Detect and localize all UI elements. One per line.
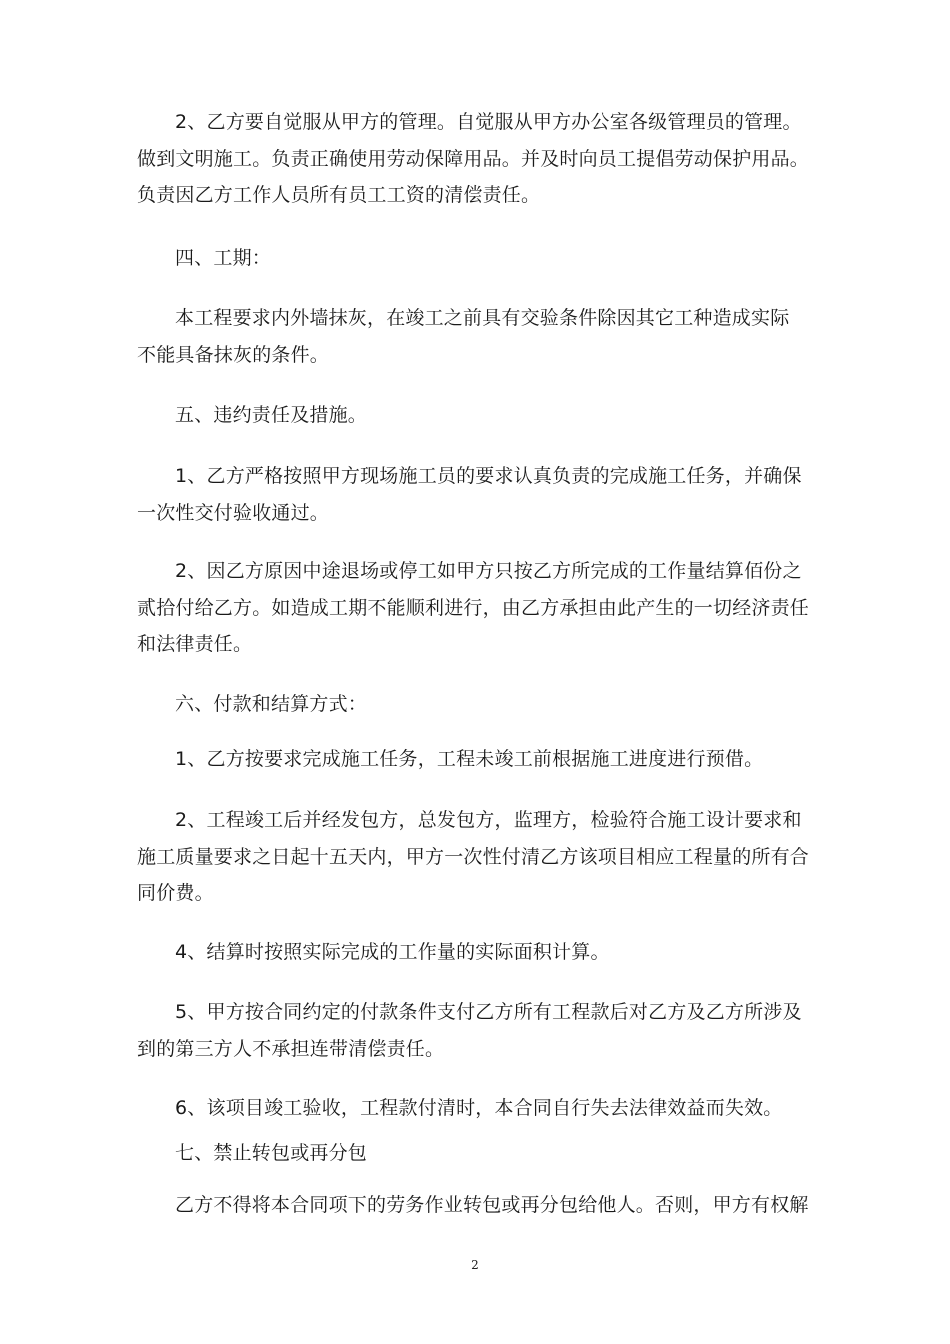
text-line: 乙方不得将本合同项下的劳务作业转包或再分包给他人。否则，甲方有权解 xyxy=(175,1194,809,1216)
text-line: 七、禁止转包或再分包 xyxy=(175,1142,368,1164)
paragraph-no-subcontract-body xyxy=(137,1187,827,1224)
text-line: 1、乙方严格按照甲方现场施工员的要求认真负责的完成施工任务，并确保 xyxy=(175,465,802,487)
text-line: 施工质量要求之日起十五天内，甲方一次性付清乙方该项目相应工程量的所有合 xyxy=(137,845,810,868)
text-line: 2、乙方要自觉服从甲方的管理。自觉服从甲方办公室各级管理员的管理。 xyxy=(175,111,802,133)
paragraph-payment-5 xyxy=(137,994,827,1067)
text-line: 负责因乙方工作人员所有员工工资的清偿责任。 xyxy=(137,184,541,206)
paragraph-2-obey-management xyxy=(137,104,827,214)
text-line: 五、违约责任及措施。 xyxy=(175,404,368,426)
text-line: 四、工期： xyxy=(175,247,272,269)
paragraph-payment-6 xyxy=(137,1090,827,1127)
text-line: 4、结算时按照实际完成的工作量的实际面积计算。 xyxy=(175,941,610,963)
text-line: 六、付款和结算方式： xyxy=(175,693,368,715)
text-line: 6、该项目竣工验收，工程款付清时，本合同自行失去法律效益而失效。 xyxy=(175,1097,783,1119)
text-line: 做到文明施工。负责正确使用劳动保障用品。并及时向员工提倡劳动保护用品。 xyxy=(137,147,810,170)
section-heading-6-payment xyxy=(137,686,827,723)
section-heading-4-duration xyxy=(137,240,827,277)
paragraph-duration-body xyxy=(137,300,827,373)
text-line: 到的第三方人不承担连带清偿责任。 xyxy=(137,1037,445,1060)
text-line: 一次性交付验收通过。 xyxy=(137,501,330,524)
text-line: 贰拾付给乙方。如造成工期不能顺利进行，由乙方承担由此产生的一切经济责任 xyxy=(137,596,810,619)
text-line: 同价费。 xyxy=(137,882,214,904)
section-heading-7-no-subcontract xyxy=(137,1135,827,1172)
text-line: 不能具备抹灰的条件。 xyxy=(137,343,330,366)
page-number: 2 xyxy=(471,1258,479,1272)
section-heading-5-breach xyxy=(137,397,827,434)
paragraph-payment-4 xyxy=(137,934,827,971)
text-line: 本工程要求内外墙抹灰，在竣工之前具有交验条件除因其它工种造成实际 xyxy=(175,307,790,329)
text-line: 1、乙方按要求完成施工任务，工程未竣工前根据施工进度进行预借。 xyxy=(175,748,764,770)
paragraph-payment-2 xyxy=(137,802,827,912)
text-line: 和法律责任。 xyxy=(137,633,253,655)
paragraph-breach-2 xyxy=(137,553,827,663)
paragraph-payment-1 xyxy=(137,741,827,778)
text-line: 5、甲方按合同约定的付款条件支付乙方所有工程款后对乙方及乙方所涉及 xyxy=(175,1001,802,1023)
text-line: 2、因乙方原因中途退场或停工如甲方只按乙方所完成的工作量结算佰份之 xyxy=(175,560,802,582)
paragraph-breach-1 xyxy=(137,458,827,531)
text-line: 2、工程竣工后并经发包方，总发包方，监理方，检验符合施工设计要求和 xyxy=(175,809,802,831)
